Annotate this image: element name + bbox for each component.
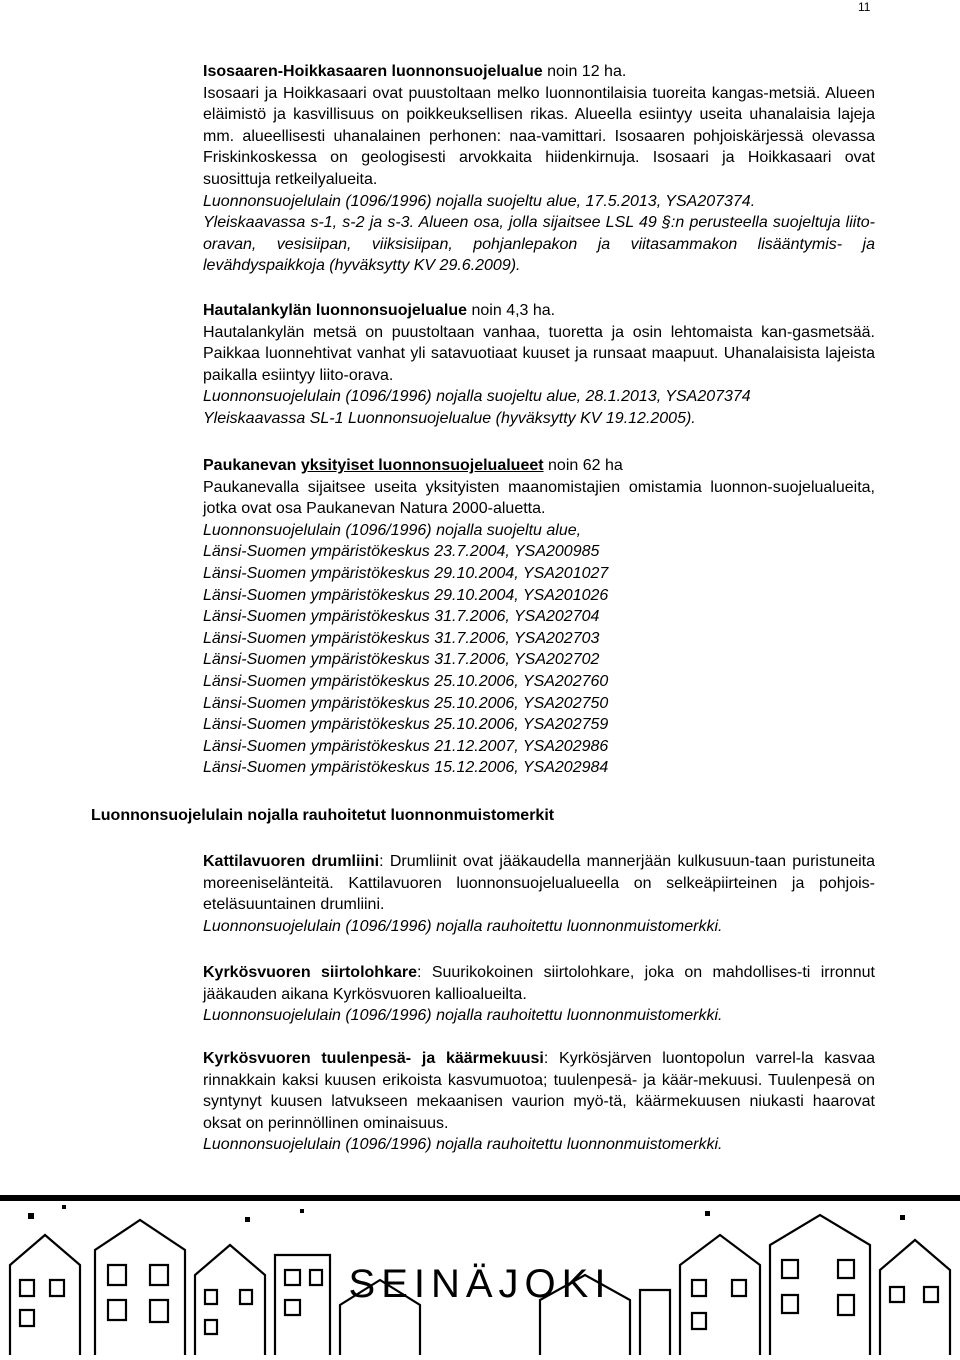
hautalankyla-title: Hautalankylän luonnonsuojelualue	[203, 302, 468, 319]
hautalankyla-body: Hautalankylän metsä on puustoltaan vanhaa, tuoretta ja osin lehtomaista kan-gasmetsää. Paikkaa luonnehtivat vanhat yli satavuotiaat kuuset ja runsaat maapuut. Uhanalaisista lajeista paikalla esiintyy liito-orava.	[203, 323, 875, 384]
monument-law: Luonnonsuojelulain (1096/1996) nojalla rauhoitettu luonnonmuistomerkki.	[203, 917, 723, 935]
paukaneva-body: Paukanevalla sijaitsee useita yksityisten maanomistajien omistamia luonnon-suojelualueita, jotka ovat osa Paukanevan Natura 2000-aluetta.	[203, 478, 875, 518]
isosaari-area: noin 12 ha.	[547, 63, 627, 80]
monument-title: Kyrkösvuoren tuulenpesä- ja käärmekuusi	[203, 1050, 544, 1067]
hautalankyla-zoning: Yleiskaavassa SL-1 Luonnonsuojelualue (hyväksytty KV 19.12.2005).	[203, 409, 696, 427]
paukaneva-law-line: Luonnonsuojelulain (1096/1996) nojalla suojeltu alue,	[203, 521, 582, 539]
isosaari-body: Isosaari ja Hoikkasaari ovat puustoltaan melko luonnontilaisia tuoreita kangas-metsiä. Alueen eläimistö ja kasvillisuus on poikkeuksellisen rikas. Alueella esiintyy useita uhanalaisia lajeja mm. alueellisesti uhanalainen perhonen: naa-vamittari. Isosaaren pohjoiskärjessä olevassa Friskinkoskessa on geologisesti arvokkaita hiidenkirnuja. Isosaari ja Hoikkasaari ovat suosittuja retkeilyalueita.	[203, 84, 875, 188]
monument-description	[203, 851, 875, 916]
isosaari-zoning-paragraph	[203, 212, 875, 277]
monument-law: Luonnonsuojelulain (1096/1996) nojalla rauhoitettu luonnonmuistomerkki.	[203, 1136, 723, 1154]
monument-body: : Drumliinit ovat jääkaudella mannerjään kulkusuun-taan puristuneita moreeniselänteitä. Kattilavuoren luonnonsuojelualueella on selkeäpiirteinen ja pohjois-eteläsuuntainen drumliini.	[203, 853, 875, 914]
paukaneva-title-rest: yksityiset luonnonsuojelualueet	[300, 457, 544, 474]
paukaneva-law-line: Länsi-Suomen ympäristökeskus 29.10.2004, YSA201026	[203, 586, 609, 604]
paukaneva-law-line: Länsi-Suomen ympäristökeskus 31.7.2006, YSA202704	[203, 608, 600, 626]
isosaari-law: Luonnonsuojelulain (1096/1996) nojalla suojeltu alue, 17.5.2013, YSA207374.	[203, 192, 756, 210]
monument-description	[203, 962, 875, 1005]
paukaneva-law-line: Länsi-Suomen ympäristökeskus 25.10.2006, YSA202750	[203, 694, 609, 712]
paukaneva-area: noin 62 ha	[548, 457, 623, 474]
paukaneva-heading	[203, 455, 875, 477]
seinajoki-logo: SEINÄJOKI	[348, 1262, 612, 1306]
paukaneva-law-line: Länsi-Suomen ympäristökeskus 31.7.2006, YSA202702	[203, 651, 600, 669]
hautalankyla-area: noin 4,3 ha.	[471, 302, 556, 319]
paukaneva-law-line: Länsi-Suomen ympäristökeskus 29.10.2004, YSA201027	[203, 564, 609, 582]
hautalankyla-law: Luonnonsuojelulain (1096/1996) nojalla suojeltu alue, 28.1.2013, YSA207374	[203, 388, 751, 406]
paukaneva-law-line: Länsi-Suomen ympäristökeskus 21.12.2007, YSA202986	[203, 737, 609, 755]
paukaneva-section	[203, 455, 875, 779]
monument-tuulenpesa	[203, 1048, 875, 1156]
monument-siirtolohkare	[203, 962, 875, 1027]
monument-body: : Suurikokoinen siirtolohkare, joka on mahdollises-ti irronnut jääkauden aikana Kyrkösvuoren kallioalueilta.	[203, 964, 875, 1003]
isosaari-title: Isosaaren-Hoikkasaaren luonnonsuojelualue	[203, 63, 543, 80]
hautalankyla-heading	[203, 300, 875, 322]
isosaari-heading	[203, 61, 875, 83]
monument-title: Kattilavuoren drumliini	[203, 853, 380, 870]
paukaneva-law-line: Länsi-Suomen ympäristökeskus 31.7.2006, YSA202703	[203, 629, 600, 647]
isosaari-section	[203, 61, 875, 277]
paukaneva-law-line: Länsi-Suomen ympäristökeskus 23.7.2004, YSA200985	[203, 543, 600, 561]
paukaneva-law-line: Länsi-Suomen ympäristökeskus 25.10.2006, YSA202759	[203, 716, 609, 734]
paukaneva-title-prefix: Paukanevan	[203, 457, 297, 474]
footer-banner	[0, 1195, 960, 1355]
isosaari-zoning: Yleiskaavassa s-1, s-2 ja s-3.	[203, 214, 415, 232]
paukaneva-law-line: Länsi-Suomen ympäristökeskus 25.10.2006, YSA202760	[203, 672, 609, 690]
monument-description	[203, 1048, 875, 1134]
monument-body: : Kyrkösjärven luontopolun varrel-la kasvaa rinnakkain kaksi kuusen erikoista kasvumuotoa; tuulenpesä- ja käär-mekuusi. Tuulenpesä on syntynyt kuusen latvukseen mekaanisen vaurion myö-tä, käärmekuusen niukasti haarovat oksat on perinnöllinen ominaisuus.	[203, 1050, 875, 1132]
section-heading: Luonnonsuojelulain nojalla rauhoitetut luonnonmuistomerkit	[91, 807, 555, 824]
hautalankyla-section	[203, 300, 875, 430]
isosaari-extra: Alueen osa, jolla sijaitsee LSL 49 §:n perusteella suojeltuja liito-oravan, vesisiipan, viiksisiipan, pohjanlepakon ja viitasammakon lisääntymis- ja levähdyspaikkoja (hyväksytty KV 29.6.2009).	[203, 214, 876, 275]
monument-law: Luonnonsuojelulain (1096/1996) nojalla rauhoitettu luonnonmuistomerkki.	[203, 1007, 723, 1025]
paukaneva-law-line: Länsi-Suomen ympäristökeskus 15.12.2006, YSA202984	[203, 759, 609, 777]
page-number: 11	[858, 0, 871, 14]
monument-title: Kyrkösvuoren siirtolohkare	[203, 964, 417, 981]
town-skyline-illustration	[0, 1195, 960, 1355]
monument-kattilavuori	[203, 851, 875, 937]
